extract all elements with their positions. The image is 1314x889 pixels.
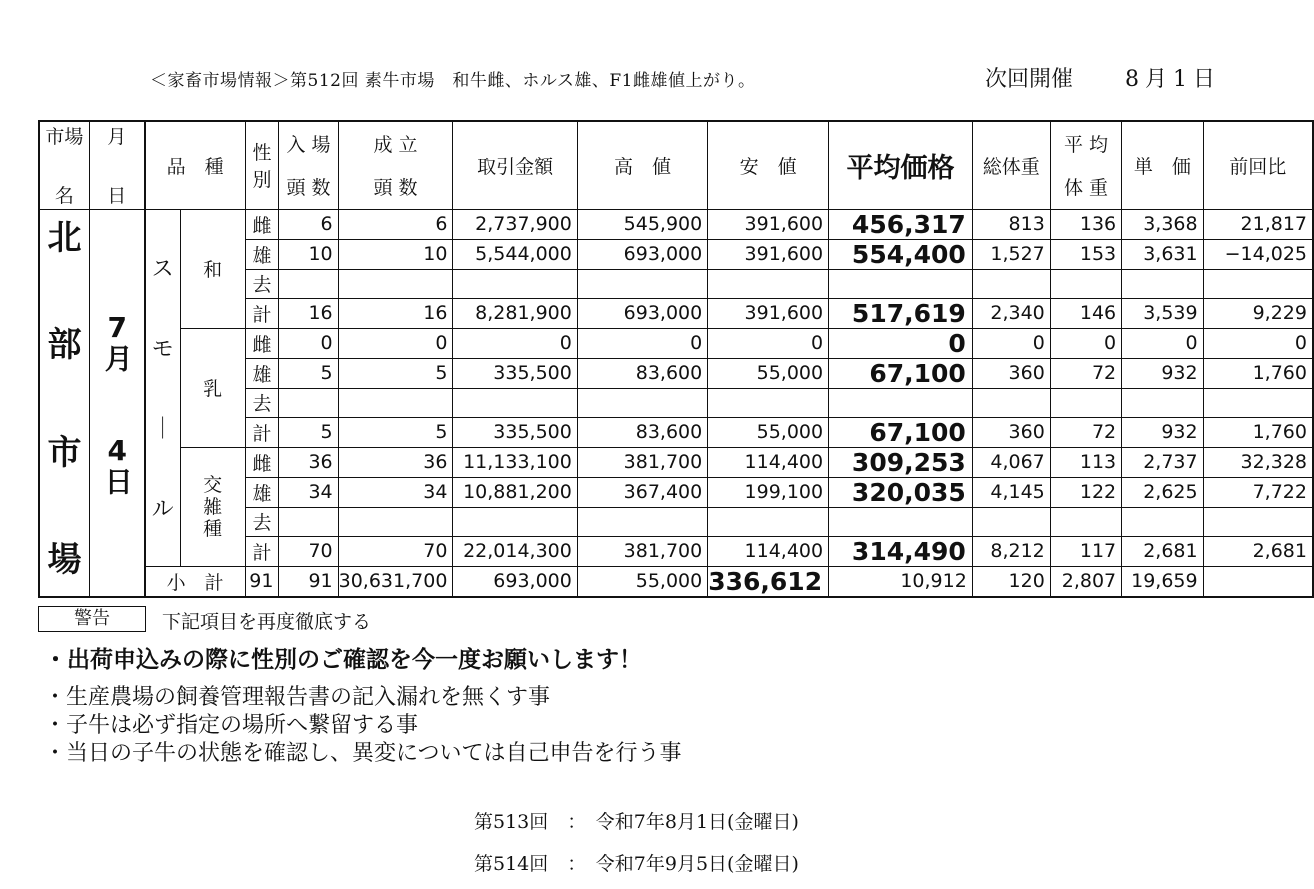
prev-cell bbox=[1203, 507, 1313, 536]
amount-cell: 0 bbox=[453, 328, 577, 358]
avg-cell bbox=[829, 269, 973, 298]
prev-cell: 2,681 bbox=[1203, 536, 1313, 566]
subtotal-label: 小 計 bbox=[145, 566, 246, 597]
avg-cell: 517,619 bbox=[829, 298, 973, 328]
subtotal-entered: 91 bbox=[245, 566, 279, 597]
high-cell: 83,600 bbox=[577, 417, 707, 447]
unit-price-cell bbox=[1122, 388, 1203, 417]
high-cell: 693,000 bbox=[577, 239, 707, 269]
entered-cell bbox=[279, 269, 338, 298]
total-weight-cell bbox=[972, 269, 1050, 298]
amount-cell bbox=[453, 269, 577, 298]
high-cell bbox=[577, 269, 707, 298]
category-char: ｜ bbox=[151, 417, 174, 442]
sex-cell: 去 bbox=[245, 388, 279, 417]
entered-cell: 70 bbox=[279, 536, 338, 566]
entered-cell bbox=[279, 507, 338, 536]
avg-weight-cell: 72 bbox=[1050, 358, 1121, 388]
subtotal-prev: 19,659 bbox=[1122, 566, 1203, 597]
entered-cell: 6 bbox=[279, 209, 338, 239]
warning-item: ・生産農場の飼養管理報告書の記入漏れを無くす事 bbox=[44, 685, 551, 710]
low-cell: 199,100 bbox=[708, 477, 829, 507]
sold-cell bbox=[338, 269, 453, 298]
col-amount: 取引金額 bbox=[453, 121, 577, 209]
low-cell: 391,600 bbox=[708, 239, 829, 269]
total-weight-cell: 4,067 bbox=[972, 447, 1050, 477]
sex-cell: 雌 bbox=[245, 209, 279, 239]
next-session-label: 次回開催 bbox=[985, 67, 1074, 92]
col-high: 高 値 bbox=[577, 121, 707, 209]
avg-weight-cell: 113 bbox=[1050, 447, 1121, 477]
unit-price-cell: 932 bbox=[1122, 417, 1203, 447]
avg-cell: 314,490 bbox=[829, 536, 973, 566]
entered-cell: 10 bbox=[279, 239, 338, 269]
avg-cell: 554,400 bbox=[829, 239, 973, 269]
sex-cell: 計 bbox=[245, 417, 279, 447]
sold-cell bbox=[338, 507, 453, 536]
date-month-label: 7月 bbox=[100, 310, 134, 372]
avg-weight-cell: 72 bbox=[1050, 417, 1121, 447]
sex-cell: 去 bbox=[245, 269, 279, 298]
subtotal-amount: 30,631,700 bbox=[338, 566, 453, 597]
date-day-label: 4日 bbox=[100, 433, 134, 495]
unit-price-cell bbox=[1122, 507, 1203, 536]
prev-cell: 1,760 bbox=[1203, 417, 1313, 447]
unit-price-cell: 932 bbox=[1122, 358, 1203, 388]
entered-cell: 36 bbox=[279, 447, 338, 477]
warning-main-item: ・出荷申込みの際に性別のご確認を今一度お願いします！ bbox=[44, 647, 642, 673]
col-unit-price: 単 価 bbox=[1122, 121, 1203, 209]
date-cell bbox=[89, 209, 144, 597]
entered-cell: 0 bbox=[279, 328, 338, 358]
avg-cell: 309,253 bbox=[829, 447, 973, 477]
amount-cell: 22,014,300 bbox=[453, 536, 577, 566]
market-results-table bbox=[38, 120, 1314, 598]
avg-weight-cell: 122 bbox=[1050, 477, 1121, 507]
prev-cell: 9,229 bbox=[1203, 298, 1313, 328]
unit-price-cell: 2,737 bbox=[1122, 447, 1203, 477]
sold-cell bbox=[338, 388, 453, 417]
col-market: 市場 名 bbox=[39, 121, 89, 209]
sold-cell: 16 bbox=[338, 298, 453, 328]
sex-cell: 雄 bbox=[245, 477, 279, 507]
col-sex: 性 別 bbox=[245, 121, 279, 209]
market-name-char: 部 bbox=[47, 325, 82, 366]
subtotal-total-weight: 10,912 bbox=[829, 566, 973, 597]
sold-cell: 5 bbox=[338, 358, 453, 388]
amount-cell bbox=[453, 388, 577, 417]
prev-cell bbox=[1203, 388, 1313, 417]
schedule-item: 第513回 ： 令和7年8月1日(金曜日) bbox=[474, 811, 799, 833]
avg-cell bbox=[829, 388, 973, 417]
avg-cell: 320,035 bbox=[829, 477, 973, 507]
high-cell: 381,700 bbox=[577, 447, 707, 477]
high-cell: 0 bbox=[577, 328, 707, 358]
table-row bbox=[39, 328, 1313, 358]
col-breed: 品 種 bbox=[145, 121, 246, 209]
prev-cell: 21,817 bbox=[1203, 209, 1313, 239]
prev-cell: 0 bbox=[1203, 328, 1313, 358]
high-cell bbox=[577, 507, 707, 536]
next-session-date: 8月1日 bbox=[1125, 67, 1221, 92]
sex-cell: 計 bbox=[245, 298, 279, 328]
sex-cell: 雄 bbox=[245, 239, 279, 269]
high-cell: 381,700 bbox=[577, 536, 707, 566]
avg-cell: 67,100 bbox=[829, 417, 973, 447]
avg-weight-cell: 153 bbox=[1050, 239, 1121, 269]
low-cell: 114,400 bbox=[708, 447, 829, 477]
low-cell: 391,600 bbox=[708, 209, 829, 239]
sex-cell: 雌 bbox=[245, 328, 279, 358]
prev-cell: 32,328 bbox=[1203, 447, 1313, 477]
category-char: ル bbox=[151, 497, 174, 522]
category-cell bbox=[145, 209, 180, 566]
total-weight-cell: 0 bbox=[972, 328, 1050, 358]
col-sold: 成 立 頭 数 bbox=[338, 121, 453, 209]
unit-price-cell: 3,368 bbox=[1122, 209, 1203, 239]
total-weight-cell: 360 bbox=[972, 417, 1050, 447]
sex-cell: 雄 bbox=[245, 358, 279, 388]
market-name-cell bbox=[39, 209, 89, 597]
prev-cell: 7,722 bbox=[1203, 477, 1313, 507]
prev-cell bbox=[1203, 269, 1313, 298]
low-cell bbox=[708, 507, 829, 536]
amount-cell: 11,133,100 bbox=[453, 447, 577, 477]
avg-weight-cell: 117 bbox=[1050, 536, 1121, 566]
table-row bbox=[39, 209, 1313, 239]
sold-cell: 10 bbox=[338, 239, 453, 269]
avg-weight-cell bbox=[1050, 388, 1121, 417]
low-cell: 55,000 bbox=[708, 358, 829, 388]
col-date: 月 日 bbox=[89, 121, 144, 209]
amount-cell: 2,737,900 bbox=[453, 209, 577, 239]
amount-cell bbox=[453, 507, 577, 536]
low-cell bbox=[708, 388, 829, 417]
warning-item: ・当日の子牛の状態を確認し、異変については自己申告を行う事 bbox=[44, 741, 682, 766]
total-weight-cell: 8,212 bbox=[972, 536, 1050, 566]
low-cell: 114,400 bbox=[708, 536, 829, 566]
unit-price-cell: 0 bbox=[1122, 328, 1203, 358]
total-weight-cell: 2,340 bbox=[972, 298, 1050, 328]
col-avg-price: 平均価格 bbox=[829, 121, 973, 209]
col-low: 安 値 bbox=[708, 121, 829, 209]
col-avg-weight: 平 均 体 重 bbox=[1050, 121, 1121, 209]
subtotal-unit-price: 2,807 bbox=[1050, 566, 1121, 597]
breed-group-name: 乳 bbox=[180, 328, 245, 447]
sold-cell: 6 bbox=[338, 209, 453, 239]
breed-group-name: 和 bbox=[180, 209, 245, 328]
table-header-row bbox=[39, 121, 1313, 209]
total-weight-cell: 4,145 bbox=[972, 477, 1050, 507]
low-cell: 55,000 bbox=[708, 417, 829, 447]
category-char: ス bbox=[151, 257, 174, 282]
sold-cell: 70 bbox=[338, 536, 453, 566]
entered-cell: 34 bbox=[279, 477, 338, 507]
avg-cell: 67,100 bbox=[829, 358, 973, 388]
market-info-title: ＜家畜市場情報＞第512回 素牛市場 和牛雌、ホルス雄、F1雌雄値上がり。 bbox=[150, 71, 756, 91]
sold-cell: 5 bbox=[338, 417, 453, 447]
sex-cell: 計 bbox=[245, 536, 279, 566]
total-weight-cell bbox=[972, 388, 1050, 417]
sex-cell: 去 bbox=[245, 507, 279, 536]
market-name-char: 場 bbox=[47, 540, 82, 581]
subtotal-avg: 336,612 bbox=[708, 566, 829, 597]
sold-cell: 36 bbox=[338, 447, 453, 477]
avg-weight-cell: 136 bbox=[1050, 209, 1121, 239]
total-weight-cell bbox=[972, 507, 1050, 536]
unit-price-cell: 2,625 bbox=[1122, 477, 1203, 507]
col-entered: 入 場 頭 数 bbox=[279, 121, 338, 209]
prev-cell: −14,025 bbox=[1203, 239, 1313, 269]
subtotal-high: 693,000 bbox=[453, 566, 577, 597]
market-name-char: 北 bbox=[47, 217, 82, 258]
warning-title: 下記項目を再度徹底する bbox=[162, 611, 372, 633]
sold-cell: 0 bbox=[338, 328, 453, 358]
unit-price-cell: 2,681 bbox=[1122, 536, 1203, 566]
subtotal-low: 55,000 bbox=[577, 566, 707, 597]
low-cell: 391,600 bbox=[708, 298, 829, 328]
total-weight-cell: 813 bbox=[972, 209, 1050, 239]
entered-cell bbox=[279, 388, 338, 417]
schedule-item: 第514回 ： 令和7年9月5日(金曜日) bbox=[474, 853, 799, 875]
category-char: モ bbox=[151, 337, 174, 362]
avg-cell: 456,317 bbox=[829, 209, 973, 239]
amount-cell: 335,500 bbox=[453, 417, 577, 447]
entered-cell: 5 bbox=[279, 417, 338, 447]
high-cell: 83,600 bbox=[577, 358, 707, 388]
amount-cell: 8,281,900 bbox=[453, 298, 577, 328]
amount-cell: 10,881,200 bbox=[453, 477, 577, 507]
warning-badge: 警告 bbox=[38, 606, 146, 632]
avg-cell: 0 bbox=[829, 328, 973, 358]
high-cell: 367,400 bbox=[577, 477, 707, 507]
low-cell bbox=[708, 269, 829, 298]
col-prev-ratio: 前回比 bbox=[1203, 121, 1313, 209]
prev-cell: 1,760 bbox=[1203, 358, 1313, 388]
total-weight-cell: 360 bbox=[972, 358, 1050, 388]
unit-price-cell bbox=[1122, 269, 1203, 298]
table-row bbox=[39, 447, 1313, 477]
unit-price-cell: 3,631 bbox=[1122, 239, 1203, 269]
high-cell: 545,900 bbox=[577, 209, 707, 239]
breed-group-name: 交 雑 種 bbox=[180, 447, 245, 566]
col-total-weight: 総体重 bbox=[972, 121, 1050, 209]
avg-weight-cell bbox=[1050, 507, 1121, 536]
amount-cell: 335,500 bbox=[453, 358, 577, 388]
sold-cell: 34 bbox=[338, 477, 453, 507]
total-weight-cell: 1,527 bbox=[972, 239, 1050, 269]
avg-weight-cell: 146 bbox=[1050, 298, 1121, 328]
subtotal-avg-weight: 120 bbox=[972, 566, 1050, 597]
avg-weight-cell: 0 bbox=[1050, 328, 1121, 358]
avg-weight-cell bbox=[1050, 269, 1121, 298]
high-cell: 693,000 bbox=[577, 298, 707, 328]
entered-cell: 5 bbox=[279, 358, 338, 388]
subtotal-row bbox=[39, 566, 1313, 597]
avg-cell bbox=[829, 507, 973, 536]
unit-price-cell: 3,539 bbox=[1122, 298, 1203, 328]
warning-item: ・子牛は必ず指定の場所へ繋留する事 bbox=[44, 713, 419, 738]
subtotal-sold: 91 bbox=[279, 566, 338, 597]
amount-cell: 5,544,000 bbox=[453, 239, 577, 269]
market-name-char: 市 bbox=[47, 432, 82, 473]
high-cell bbox=[577, 388, 707, 417]
entered-cell: 16 bbox=[279, 298, 338, 328]
sex-cell: 雌 bbox=[245, 447, 279, 477]
low-cell: 0 bbox=[708, 328, 829, 358]
